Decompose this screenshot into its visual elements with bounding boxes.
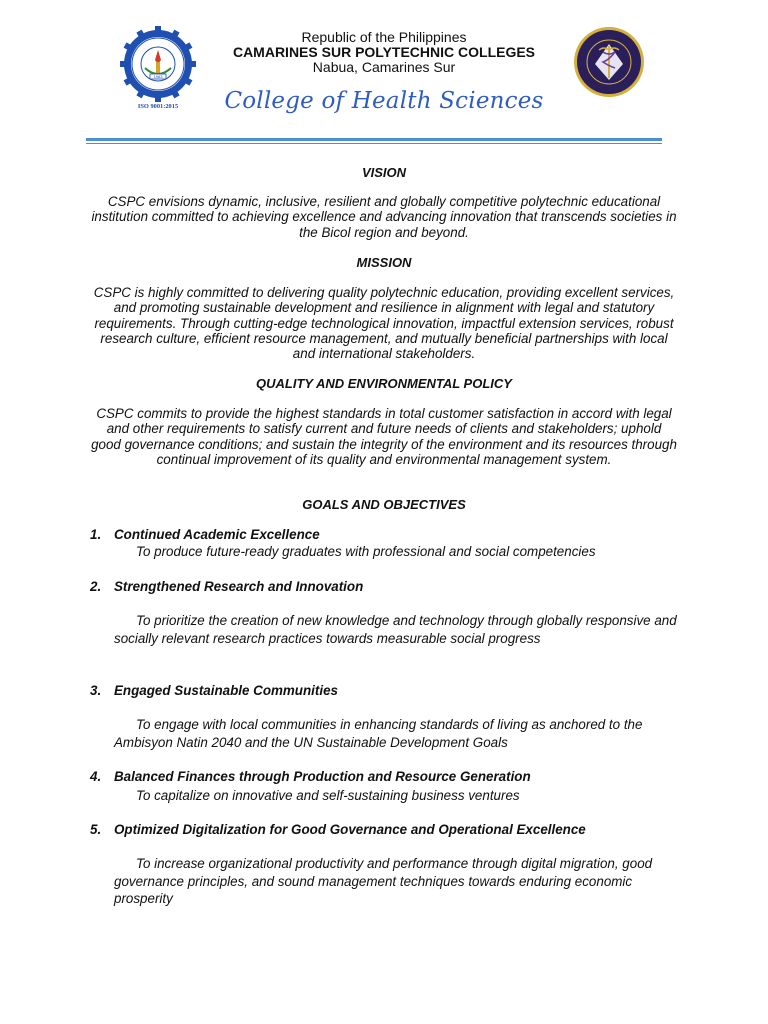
goal-item — [90, 769, 690, 784]
institution-name: CAMARINES SUR POLYTECHNIC COLLEGES — [232, 44, 536, 60]
goals-heading: GOALS AND OBJECTIVES — [302, 497, 466, 512]
goal-number: 3. — [90, 683, 102, 698]
goal-description: To increase organizational productivity and performance through digital migration, good governance principles, and sound management techniques towards enduring economic prosperity — [114, 856, 653, 906]
health-sciences-seal-logo — [573, 26, 645, 98]
goal-description: To engage with local communities in enhancing standards of living as anchored to the Ambisyon Natin 2040 and the UN Sustainable Development Goals — [114, 717, 643, 750]
goal-number: 5. — [90, 822, 102, 837]
goal-number: 4. — [90, 769, 102, 784]
goal-title: Optimized Digitalization for Good Governance and Operational Excellence — [114, 822, 586, 837]
goal-item — [90, 683, 690, 698]
goal-item — [90, 527, 690, 542]
goal-title: Engaged Sustainable Communities — [114, 683, 338, 698]
mission-heading: MISSION — [356, 255, 412, 270]
goal-title: Strengthened Research and Innovation — [114, 579, 364, 594]
header-rule-thick — [86, 138, 662, 141]
college-name: College of Health Sciences — [224, 88, 544, 114]
goal-number: 1. — [90, 527, 102, 542]
policy-text: CSPC commits to provide the highest standards in total customer satisfaction in accord with legal and other requirements to satisfy current and future needs of clients and stakeholders; uphold good governance conditions; and sustain the integrity of the environment and its resources through continual improvement of its quality and environmental management system. — [91, 406, 677, 467]
policy-heading: QUALITY AND ENVIRONMENTAL POLICY — [256, 376, 512, 391]
vision-heading: VISION — [361, 165, 407, 180]
goal-description: To produce future-ready graduates with professional and social competencies — [136, 544, 596, 559]
republic-line: Republic of the Philippines — [301, 29, 467, 45]
mission-text: CSPC is highly committed to delivering quality polytechnic education, providing excellent services, and promoting sustainable development and resilience in alignment with legal and statutory requirements. Through cutting-edge technological innovation, impactful extension services, robust research culture, efficient resource management, and mutually beneficial partnerships with local and international stakeholders. — [93, 285, 675, 362]
goal-description: To prioritize the creation of new knowledge and technology through globally responsive and socially relevant research practices towards measurable social progress — [114, 613, 677, 646]
goal-title: Balanced Finances through Production and Resource Generation — [114, 769, 531, 784]
header-rule-thin — [86, 143, 662, 144]
goal-item — [90, 822, 690, 837]
goal-description: To capitalize on innovative and self-sustaining business ventures — [136, 788, 520, 803]
document-header — [0, 0, 768, 150]
cspc-seal-logo — [115, 26, 201, 110]
goal-item — [90, 579, 690, 594]
institution-location: Nabua, Camarines Sur — [312, 59, 456, 75]
goal-title: Continued Academic Excellence — [114, 527, 320, 542]
goal-number: 2. — [90, 579, 102, 594]
svg-text:1983: 1983 — [153, 74, 163, 79]
vision-text: CSPC envisions dynamic, inclusive, resilient and globally competitive polytechnic educational institution committed to achieving excellence and advancing innovation that transcends societies in the Bicol region and beyond. — [91, 194, 677, 240]
iso-label: ISO 9001:2015 — [137, 103, 179, 110]
